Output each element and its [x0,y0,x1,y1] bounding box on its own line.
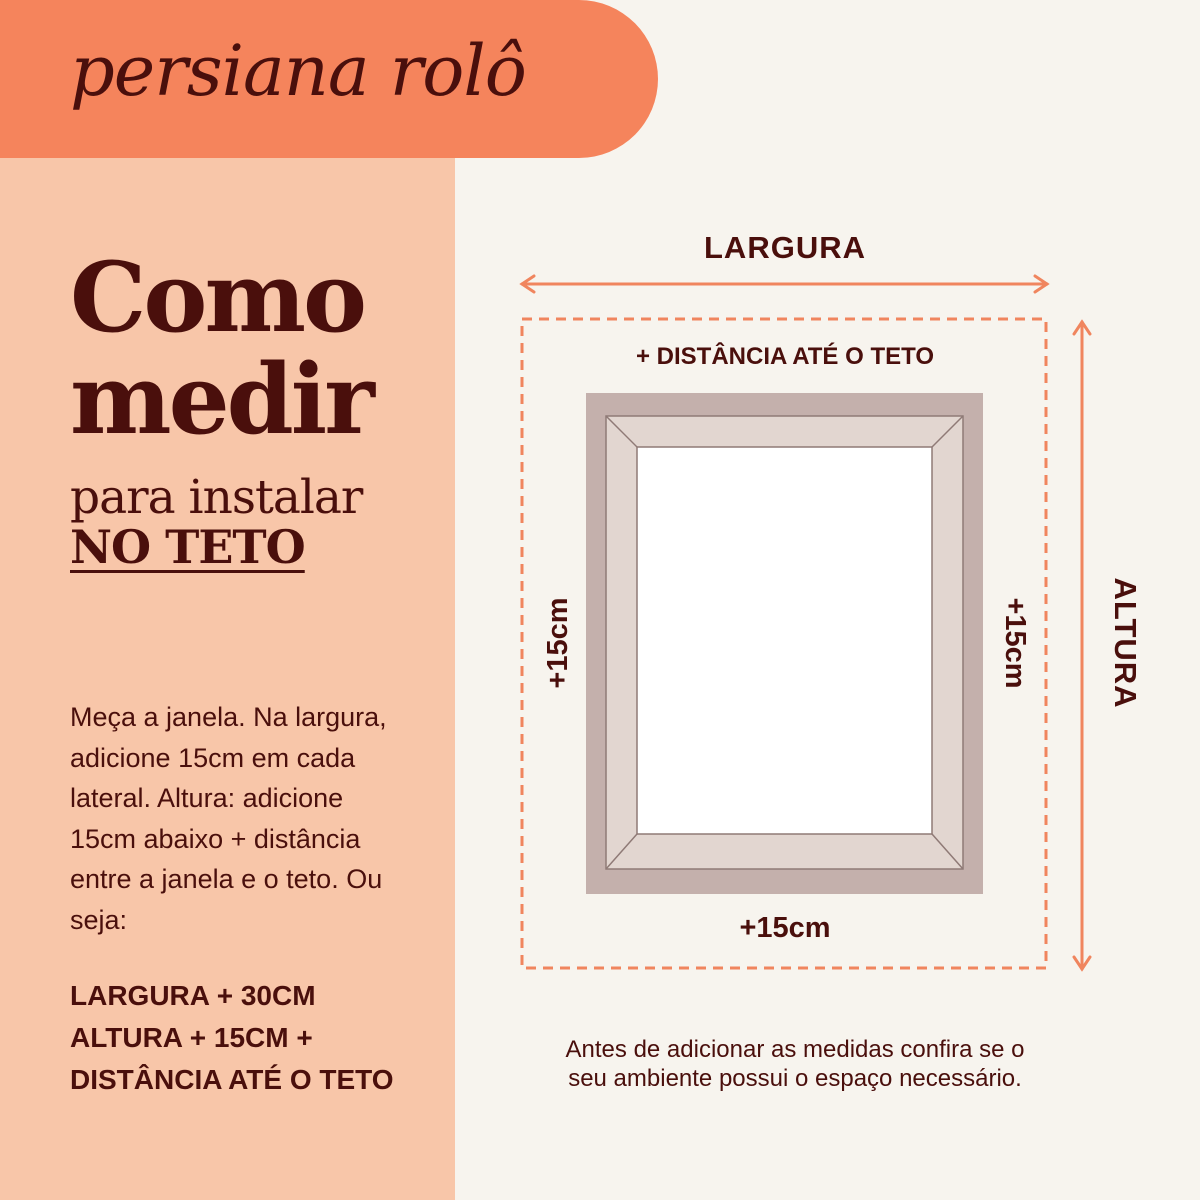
width-arrow [522,276,1047,292]
instructions-text: Meça a janela. Na largura, adicione 15cm em cada lateral. Altura: adicione 15cm abaixo + distância entre a janela e o teto. Ou seja: [70,702,387,935]
right-extra-label: +15cm [999,597,1031,689]
width-label: LARGURA [704,230,866,265]
subheading: para instalar [70,470,363,525]
formula-line-width: LARGURA + 30CM [70,980,316,1011]
height-arrow [1074,322,1090,969]
formula-line-height: ALTURA + 15CM + [70,1022,313,1053]
height-label: ALTURA [1108,577,1143,709]
note-line-2: seu ambiente possui o espaço necessário. [568,1065,1022,1092]
space-check-note [500,1035,1090,1093]
ceiling-distance-label: + DISTÂNCIA ATÉ O TETO [635,343,935,370]
note-line-1: Antes de adicionar as medidas confira se o [565,1036,1025,1063]
left-extra-label: +15cm [542,597,574,689]
window-frame [586,393,983,894]
page-title: persiana rolô [70,30,526,112]
bottom-extra-label: +15cm [739,912,831,944]
heading-line-2: medir [70,343,372,456]
formula-line-ceiling: DISTÂNCIA ATÉ O TETO [70,1064,394,1095]
heading-line-1: Como [70,241,365,354]
subheading-emphasis: NO TETO [70,520,305,574]
